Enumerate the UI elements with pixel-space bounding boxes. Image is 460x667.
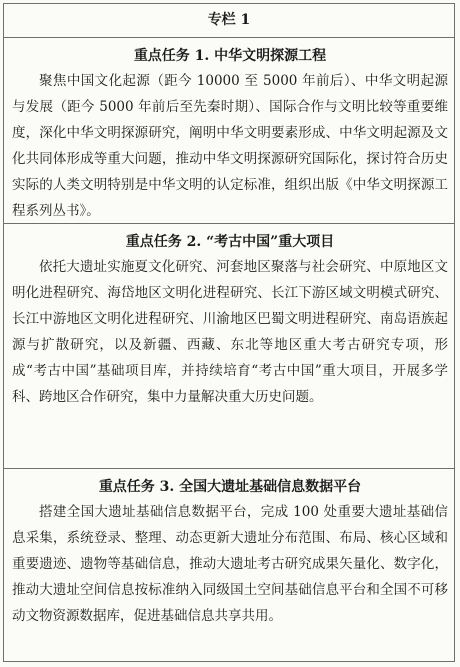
task-title-2: 重点任务 2. “考古中国”重大项目: [125, 234, 335, 250]
column-panel: [3, 3, 455, 662]
task-section-2: [4, 223, 454, 468]
task-title-1: 重点任务 1. 中华文明探源工程: [133, 48, 327, 64]
panel-header: 专栏 1: [4, 4, 454, 38]
task-title-3: 重点任务 3. 全国大遗址基础信息数据平台: [98, 479, 362, 495]
task-body-2: 依托大遗址实施夏文化研究、河套地区聚落与社会研究、中原地区文明化进程研究、海岱地区文明化进程研究、长江下游区域文明模式研究、长江中游地区文明化进程研究、川渝地区巴蜀文明进程研究、南岛语族起源与扩散研究，以及新疆、西藏、东北等地区重大考古研究专项，形成“考古中国”基础项目库，并持续培育“考古中国”重大项目，开展多学科、跨地区合作研究，集中力量解决重大历史问题。: [12, 259, 448, 405]
task-body-3: 搭建全国大遗址基础信息数据平台，完成 100 处重要大遗址基础信息采集，系统登录、整理、动态更新大遗址分布范围、布局、核心区域和重要遗迹、遗物等基础信息，推动大遗址考古研究成果矢量化、数字化，推动大遗址空间信息按标准纳入同级国土空间基础信息平台和全国不可移动文物资源数据库，促进基础信息共享共用。: [12, 504, 448, 624]
task-body-1: 聚焦中国文化起源（距今 10000 至 5000 年前后）、中华文明起源与发展（距今 5000 年前后至先秦时期）、国际合作与文明比较等重要维度，深化中华文明探源研究，阐明中华文明要素形成、中华文明起源及文化共同体形成等重大问题，推动中华文明探源研究国际化，探讨符合历史实际的人类文明特别是中华文明的认定标准，组织出版《中华文明探源工程系列丛书》。: [12, 73, 448, 219]
task-section-1: [4, 38, 454, 223]
task-section-3: [4, 468, 454, 662]
